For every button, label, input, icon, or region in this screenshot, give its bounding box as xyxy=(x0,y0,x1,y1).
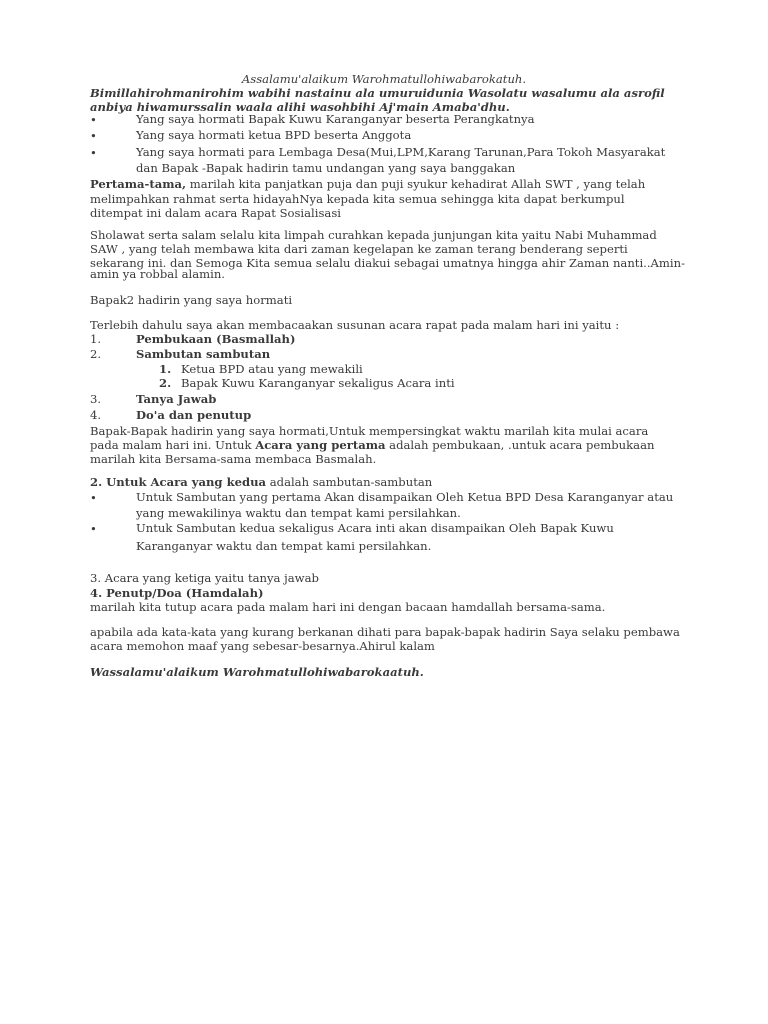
para5-line-1: Bapak-Bapak hadirin yang saya hormati,Untuk mempersingkat waktu marilah kita mulai acara xyxy=(90,424,649,438)
sub-agenda-item-1: Ketua BPD atau yang mewakili xyxy=(181,362,363,376)
honorific-3: Yang saya hormati para Lembaga Desa(Mui,LPM,Karang Tarunan,Para Tokoh Masyarakat xyxy=(136,145,666,159)
para5-line-2 xyxy=(90,438,654,453)
bullet-icon: • xyxy=(90,522,97,536)
agenda-item-1: Pembukaan (Basmallah) xyxy=(136,332,296,346)
bullet-icon: • xyxy=(90,146,97,160)
para2-line-4: amin ya robbal alamin. xyxy=(90,267,225,281)
intro-line-2: anbiya hiwamurssalin waala alihi wasohbihi Aj'main Amaba'dhu. xyxy=(90,100,510,114)
section4-heading: 4. Penutp/Doa (Hamdalah) xyxy=(90,586,264,600)
sub-agenda-item-2: Bapak Kuwu Karanganyar sekaligus Acara inti xyxy=(181,376,455,390)
para5-line-3: marilah kita Bersama-sama membaca Basmalah. xyxy=(90,452,377,466)
para2-line-3: sekarang ini. dan Semoga Kita semua selalu diakui sebagai umatnya hingga ahir Zaman nanti..Amin- xyxy=(90,256,686,270)
section4-text: marilah kita tutup acara pada malam hari ini dengan bacaan hamdallah bersama-sama. xyxy=(90,600,606,614)
agenda-number: 1. xyxy=(90,332,102,346)
opening-greeting: Assalamu'alaikum Warohmatullohiwabarokatuh. xyxy=(241,72,527,86)
agenda-item-3: Tanya Jawab xyxy=(136,392,217,406)
para5-line-2-pre: pada malam hari ini. Untuk xyxy=(90,438,256,452)
sub-agenda-number: 2. xyxy=(159,376,172,390)
agenda-number: 4. xyxy=(90,408,102,422)
bullet-icon: • xyxy=(90,491,97,505)
honorific-2: Yang saya hormati ketua BPD beserta Anggota xyxy=(136,128,412,142)
para5-line-2-bold: Acara yang pertama xyxy=(255,438,386,452)
para2-line-2: SAW , yang telah membawa kita dari zaman kegelapan ke zaman terang benderang seperti xyxy=(90,242,628,256)
section2-bullet-1: Untuk Sambutan yang pertama Akan disampaikan Oleh Ketua BPD Desa Karanganyar atau xyxy=(136,490,674,504)
agenda-item-4: Do'a dan penutup xyxy=(136,408,252,422)
para1-line-1-text: marilah kita panjatkan puja dan puji syukur kehadirat Allah SWT , yang telah xyxy=(186,177,646,191)
honorific-3-cont: dan Bapak -Bapak hadirin tamu undangan yang saya banggakan xyxy=(136,161,516,175)
closing-line-1: apabila ada kata-kata yang kurang berkanan dihati para bapak-bapak hadirin Saya selaku pembawa xyxy=(90,625,680,639)
para4: Terlebih dahulu saya akan membacaakan susunan acara rapat pada malam hari ini yaitu : xyxy=(90,318,620,332)
para2-line-1: Sholawat serta salam selalu kita limpah curahkan kepada junjungan kita yaitu Nabi Muhammad xyxy=(90,228,657,242)
para1-lead: Pertama-tama, xyxy=(90,177,187,191)
bullet-icon: • xyxy=(90,129,97,143)
para1-line-1 xyxy=(90,177,645,192)
honorific-1: Yang saya hormati Bapak Kuwu Karanganyar beserta Perangkatnya xyxy=(136,112,535,126)
agenda-item-2: Sambutan sambutan xyxy=(136,347,271,361)
closing-greeting: Wassalamu'alaikum Warohmatullohiwabarokaatuh. xyxy=(90,665,424,679)
sub-agenda-number: 1. xyxy=(159,362,172,376)
bullet-icon: • xyxy=(90,113,97,127)
intro-line-1: Bimillahirohmanirohim wabihi nastainu ala umuruidunia Wasolatu wasalumu ala asrofil xyxy=(90,86,665,100)
section3: 3. Acara yang ketiga yaitu tanya jawab xyxy=(90,571,319,585)
agenda-number: 3. xyxy=(90,392,102,406)
section2-heading-rest: adalah sambutan-sambutan xyxy=(266,475,433,489)
section2-bullet-2: Untuk Sambutan kedua sekaligus Acara inti akan disampaikan Oleh Bapak Kuwu xyxy=(136,521,614,535)
para1-line-2: melimpahkan rahmat serta hidayahNya kepada kita semua sehingga kita dapat berkumpul xyxy=(90,192,625,206)
section2-bullet-2-cont: Karanganyar waktu dan tempat kami persilahkan. xyxy=(136,539,432,553)
para3: Bapak2 hadirin yang saya hormati xyxy=(90,293,293,307)
section2-bullet-1-cont: yang mewakilinya waktu dan tempat kami persilahkan. xyxy=(136,506,461,520)
section2-heading-bold: 2. Untuk Acara yang kedua xyxy=(90,475,267,489)
agenda-number: 2. xyxy=(90,347,102,361)
para5-line-2-post: adalah pembukaan, .untuk acara pembukaan xyxy=(385,438,655,452)
section2-heading xyxy=(90,475,432,490)
closing-line-2: acara memohon maaf yang sebesar-besarnya.Ahirul kalam xyxy=(90,639,435,653)
para1-line-3: ditempat ini dalam acara Rapat Sosialisasi xyxy=(90,206,341,220)
